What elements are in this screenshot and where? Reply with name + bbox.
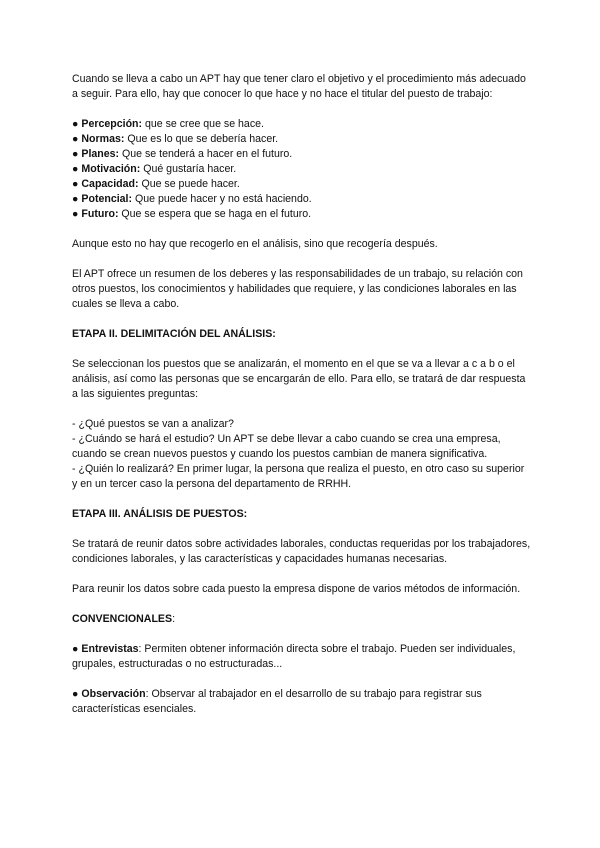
stage2-paragraph: Se seleccionan los puestos que se analizarán, el momento en el que se va a llevar a c a b o el análisis, así como las personas que se encargarán de ello. Para ello, se tratará de dar respuesta a las siguientes preguntas: [72,358,526,400]
spacer [72,672,532,687]
spacer [72,567,532,582]
apt-summary-paragraph: El APT ofrece un resumen de los deberes y las responsabilidades de un trabajo, su relación con otros puestos, los conocimientos y habilidades que requiere, y las condiciones laborales en las cuales se lleva a cabo. [72,268,523,310]
bullet-icon: ● [72,193,79,205]
spacer [72,402,532,417]
spacer [72,252,532,267]
bullet-icon: ● [72,688,79,700]
list-item [72,192,532,207]
bullet-icon: ● [72,178,79,190]
aspect-term: Normas: [81,133,125,145]
spacer [72,492,532,507]
bullet-icon: ● [72,118,79,130]
stage3-paragraph: Se tratará de reunir datos sobre actividades laborales, conductas requeridas por los trabajadores, condiciones laborales, y las características y capacidades humanas necesarias. [72,538,531,565]
spacer [72,627,532,642]
list-item [72,147,532,162]
bullet-icon: ● [72,163,79,175]
bullet-icon: ● [72,133,79,145]
aspect-term: Planes: [81,148,120,160]
document-page [72,72,532,717]
aspect-text: Que se puede hacer. [138,178,240,190]
aspect-term: Motivación: [81,163,141,175]
aspect-text: Que se espera que se haga en el futuro. [118,208,312,220]
aspect-term: Potencial: [81,193,133,205]
conventional-colon: : [172,613,176,625]
spacer [72,342,532,357]
after-aspects-paragraph: Aunque esto no hay que recogerlo en el análisis, sino que recogería después. [72,238,438,250]
method-term: Observación [81,688,146,700]
method-text: : Permiten obtener información directa sobre el trabajo. Pueden ser individuales, grupales, estructuradas o no estructuradas... [72,643,516,670]
method-item [72,642,532,672]
aspect-text: Que puede hacer y no está haciendo. [132,193,312,205]
bullet-icon: ● [72,148,79,160]
stage3-paragraph-2: Para reunir los datos sobre cada puesto la empresa dispone de varios métodos de información. [72,583,521,595]
stage2-question: - ¿Cuándo se hará el estudio? Un APT se debe llevar a cabo cuando se crea una empresa, cuando se crean nuevos puestos y cuando los puestos cambian de manera significativa. [72,433,501,460]
aspects-list [72,117,532,222]
aspect-text: Qué gustaría hacer. [140,163,237,175]
aspect-text: Que es lo que se debería hacer. [124,133,279,145]
aspect-text: Que se tenderá a hacer en el futuro. [119,148,293,160]
aspect-term: Futuro: [81,208,119,220]
aspect-term: Percepción: [81,118,143,130]
list-item [72,132,532,147]
stage2-question: - ¿Quién lo realizará? En primer lugar, la persona que realiza el puesto, en otro caso su superior y en un tercer caso la persona del departamento de RRHH. [72,463,525,490]
aspect-text: que se cree que se hace. [142,118,264,130]
list-item [72,207,532,222]
spacer [72,312,532,327]
stage2-heading: ETAPA II. DELIMITACIÓN DEL ANÁLISIS: [72,328,276,340]
spacer [72,522,532,537]
method-item [72,687,532,717]
intro-paragraph: Cuando se lleva a cabo un APT hay que tener claro el objetivo y el procedimiento más adecuado a seguir. Para ello, hay que conocer lo que hace y no hace el titular del puesto de trabajo: [72,73,526,100]
spacer [72,222,532,237]
conventional-heading-line [72,612,532,627]
list-item [72,117,532,132]
list-item [72,177,532,192]
method-term: Entrevistas [81,643,139,655]
aspect-term: Capacidad: [81,178,139,190]
bullet-icon: ● [72,643,79,655]
method-text: : Observar al trabajador en el desarrollo de su trabajo para registrar sus características esenciales. [72,688,482,715]
bullet-icon: ● [72,208,79,220]
spacer [72,597,532,612]
list-item [72,162,532,177]
conventional-heading: CONVENCIONALES [72,613,173,625]
stage3-heading: ETAPA III. ANÁLISIS DE PUESTOS: [72,508,248,520]
spacer [72,102,532,117]
stage2-question: - ¿Qué puestos se van a analizar? [72,418,234,430]
